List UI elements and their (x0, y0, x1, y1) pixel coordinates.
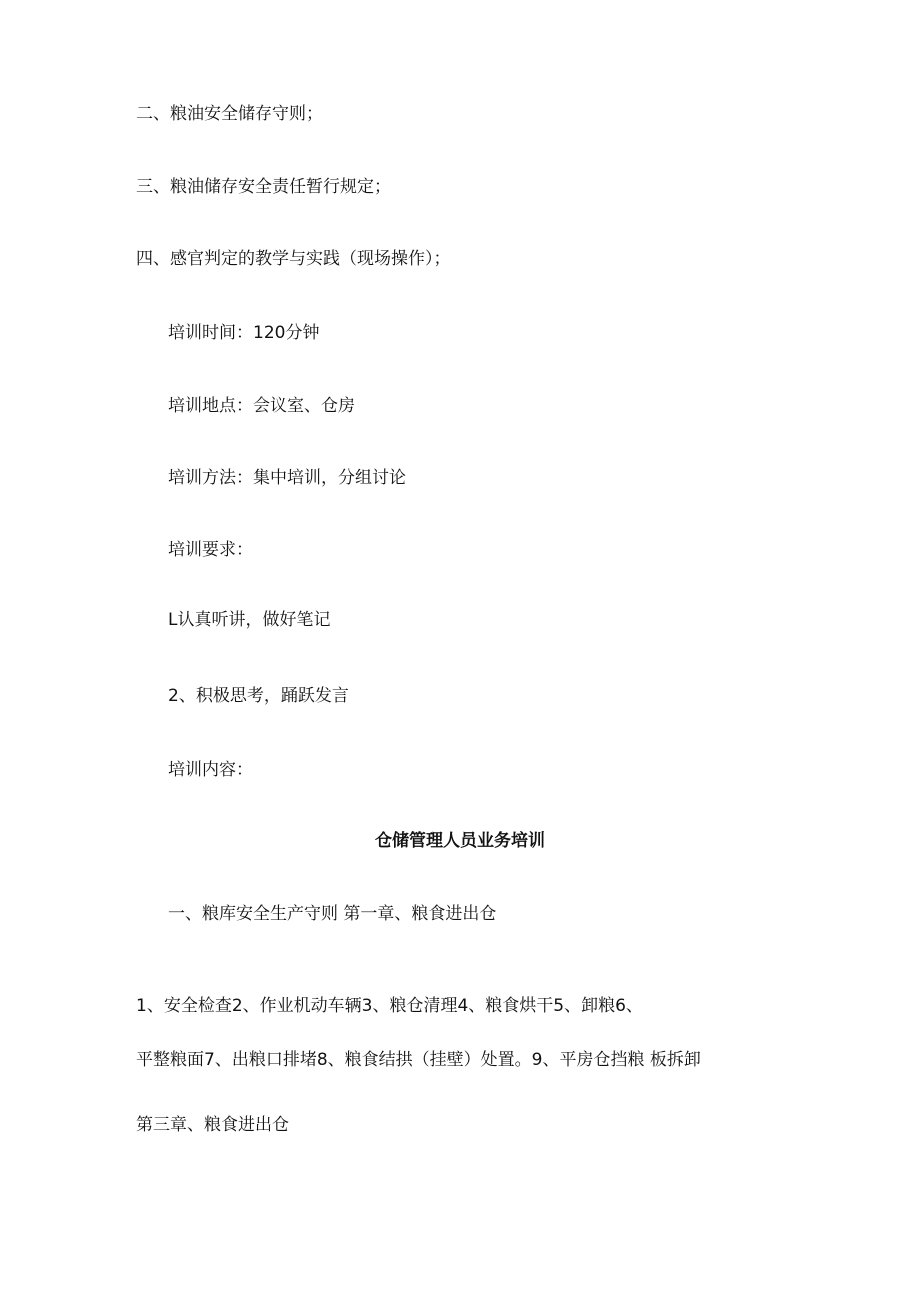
item-4: 四、感官判定的教学与实践（现场操作）； (136, 249, 451, 269)
requirement-2: 2、积极思考，踊跃发言 (168, 686, 349, 706)
training-time: 培训时间：120分钟 (168, 323, 320, 343)
training-location: 培训地点：会议室、仓房 (168, 396, 355, 416)
section-title: 仓储管理人员业务培训 (375, 831, 545, 851)
chapter-line: 一、粮库安全生产守则 第一章、粮食进出仓 (168, 904, 497, 924)
body-line-1: 1、安全检查2、作业机动车辆3、粮仓清理4、粮食烘干5、卸粮6、 (136, 996, 643, 1016)
item-2: 二、粮油安全储存守则； (136, 104, 323, 124)
item-3: 三、粮油储存安全责任暂行规定； (136, 177, 391, 197)
training-method: 培训方法：集中培训，分组讨论 (168, 468, 406, 488)
body-line-3: 第三章、粮食进出仓 (136, 1115, 289, 1135)
body-line-2: 平整粮面7、出粮口排堵8、粮食结拱（挂壁）处置。9、平房仓挡粮 板拆卸 (136, 1050, 701, 1070)
training-content-label: 培训内容： (168, 760, 253, 780)
requirement-1: L认真听讲，做好笔记 (168, 610, 331, 630)
training-requirements-label: 培训要求： (168, 540, 253, 560)
